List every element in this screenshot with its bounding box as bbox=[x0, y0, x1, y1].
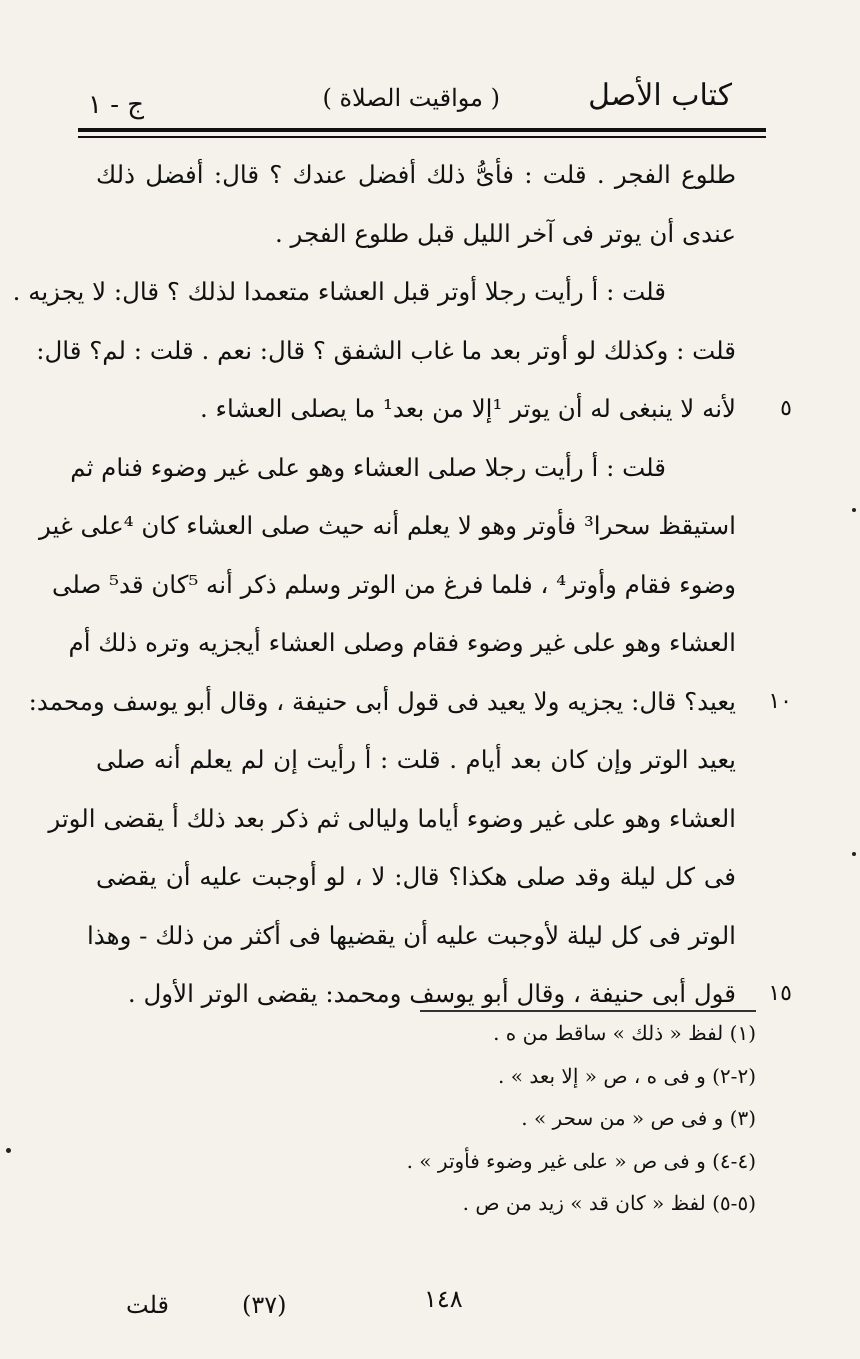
volume-part: ج - ١ bbox=[88, 90, 145, 120]
chapter-title: ( مواقيت الصلاة ) bbox=[322, 84, 500, 112]
text-line: يعيد الوتر وإن كان بعد أيام . قلت : أ رأيت إن لم يعلم أنه صلى bbox=[96, 745, 736, 774]
page-number: ١٤٨ bbox=[424, 1285, 463, 1313]
scan-speck bbox=[6, 1148, 11, 1153]
text-line: العشاء وهو على غير وضوء أياما وليالى ثم ذكر بعد ذلك أ يقضى الوتر bbox=[48, 803, 736, 833]
footnotes bbox=[300, 1012, 756, 1225]
page-footer bbox=[0, 1285, 860, 1325]
text-line: قلت : أ رأيت رجلا صلى العشاء وهو على غير وضوء فنام ثم bbox=[70, 452, 666, 482]
line-number: ١٠ bbox=[768, 688, 792, 714]
text-line: وضوء فقام وأوتر⁴ ، فلما فرغ من الوتر وسلم ذكر أنه ⁵كان قد⁵ صلى bbox=[52, 569, 736, 599]
text-line: استيقظ سحرا³ فأوتر وهو لا يعلم أنه حيث صلى العشاء كان ⁴على غير bbox=[39, 511, 736, 540]
catchword: قلت bbox=[126, 1291, 169, 1319]
text-line: فى كل ليلة وقد صلى هكذا؟ قال: لا ، لو أوجبت عليه أن يقضى bbox=[96, 862, 736, 891]
header-rule-thin bbox=[78, 136, 766, 138]
text-line: العشاء وهو على غير وضوء فقام وصلى العشاء أيجزيه وتره ذلك أم bbox=[68, 628, 736, 657]
text-line: لأنه لا ينبغى له أن يوتر ¹إلا من بعد¹ ما يصلى العشاء . ٥ bbox=[96, 380, 736, 439]
scan-speck bbox=[852, 852, 856, 856]
line-number: ١٥ bbox=[768, 981, 792, 1006]
footnote: (٣) و فى ص « من سحر » . bbox=[521, 1106, 756, 1130]
header-rule-thick bbox=[78, 128, 766, 132]
text-line: قلت : وكذلك لو أوتر بعد ما غاب الشفق ؟ قال: نعم . قلت : لم؟ قال: bbox=[36, 335, 736, 365]
text-line: عندى أن يوتر فى آخر الليل قبل طلوع الفجر . bbox=[274, 218, 736, 248]
main-text bbox=[12, 146, 792, 1024]
text-line: قول أبى حنيفة ، وقال أبو يوسف ومحمد: يقضى الوتر الأول . ١٥ bbox=[96, 965, 736, 1024]
text-line: الوتر فى كل ليلة لأوجبت عليه أن يقضيها فى أكثر من ذلك - وهذا bbox=[86, 920, 736, 950]
book-title: كتاب الأصل bbox=[588, 78, 732, 113]
footnote: (٢-٢) و فى ه ، ص « إلا بعد » . bbox=[498, 1063, 756, 1088]
text-line: قلت : أ رأيت رجلا أوتر قبل العشاء متعمدا لذلك ؟ قال: لا يجزيه . bbox=[12, 277, 666, 306]
footnote: (١) لفظ « ذلك » ساقط من ه . bbox=[493, 1021, 756, 1045]
footnote: (٤-٤) و فى ص « على غير وضوء فأوتر » . bbox=[406, 1148, 756, 1173]
running-header bbox=[70, 70, 770, 124]
line-number: ٥ bbox=[780, 396, 792, 421]
text-line: طلوع الفجر . قلت : فأىُّ ذلك أفضل عندك ؟ قال: أفضل ذلك bbox=[96, 160, 736, 189]
scan-speck bbox=[852, 508, 856, 512]
secondary-page-number: (٣٧) bbox=[242, 1291, 287, 1319]
footnote: (٥-٥) لفظ « كان قد » زيد من ص . bbox=[462, 1191, 756, 1215]
text-line: يعيد؟ قال: يجزيه ولا يعيد فى قول أبى حنيفة ، وقال أبو يوسف ومحمد: ١٠ bbox=[96, 673, 736, 732]
